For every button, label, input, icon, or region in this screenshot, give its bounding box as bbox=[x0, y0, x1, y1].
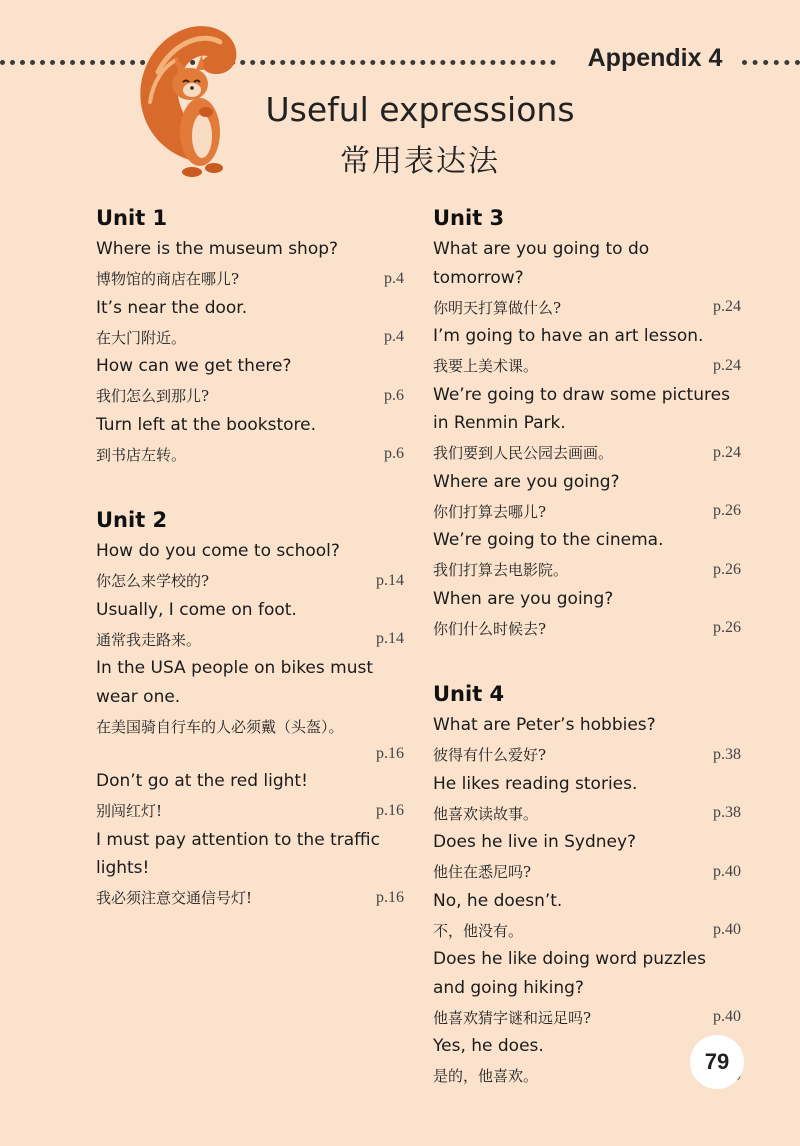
unit-3-heading: Unit 3 bbox=[433, 206, 505, 230]
expression-item bbox=[433, 770, 741, 829]
expression-item bbox=[96, 826, 404, 913]
expression-item bbox=[433, 828, 741, 887]
expression-chinese: 到书店左转。 bbox=[96, 445, 187, 464]
expression-chinese: 彼得有什么爱好? bbox=[433, 746, 547, 764]
page-reference: p.4 bbox=[384, 269, 404, 287]
expression-english: We’re going to the cinema. bbox=[433, 530, 664, 550]
page-reference: p.14 bbox=[376, 630, 404, 647]
expression-chinese: 你们什么时候去? bbox=[433, 619, 547, 638]
expression-chinese: 通常我走路来。 bbox=[96, 630, 202, 649]
title-english: Useful expressions bbox=[265, 90, 575, 129]
expression-item bbox=[433, 235, 741, 322]
expression-item bbox=[96, 767, 404, 826]
expression-item bbox=[433, 711, 741, 770]
expression-chinese: 他喜欢猜字谜和远足吗? bbox=[433, 1008, 592, 1027]
expression-chinese: 博物馆的商店在哪儿? bbox=[96, 270, 240, 288]
expression-chinese: 别闯红灯! bbox=[96, 802, 163, 820]
page-reference: p.24 bbox=[713, 356, 741, 374]
page-reference: p.38 bbox=[713, 804, 741, 821]
expression-chinese: 是的，他喜欢。 bbox=[433, 1067, 539, 1085]
expression-chinese: 在美国骑自行车的人必须戴（头盔）。 bbox=[96, 717, 344, 736]
expression-english: Turn left at the bookstore. bbox=[96, 414, 317, 435]
expression-item bbox=[433, 322, 741, 381]
expression-item bbox=[433, 468, 741, 527]
page-reference: p.26 bbox=[713, 560, 741, 578]
expression-english: I’m going to have an art lesson. bbox=[433, 326, 704, 346]
left-column bbox=[96, 205, 404, 913]
page-reference: p.16 bbox=[376, 745, 404, 762]
expression-english: Yes, he does. bbox=[433, 1036, 544, 1056]
squirrel-illustration bbox=[128, 12, 258, 192]
page-reference: p.16 bbox=[376, 801, 404, 819]
expression-item bbox=[96, 235, 404, 294]
page-reference: p.40 bbox=[713, 1008, 741, 1025]
expression-english: How can we get there? bbox=[96, 356, 292, 376]
expression-item bbox=[96, 537, 404, 596]
expression-english: When are you going? bbox=[433, 588, 614, 609]
expression-english: In the USA people on bikes must wear one. bbox=[96, 658, 374, 707]
expression-english: He likes reading stories. bbox=[433, 773, 638, 794]
page-reference: p.24 bbox=[713, 443, 741, 461]
page-number: 79 bbox=[690, 1035, 744, 1089]
expression-chinese: 你怎么来学校的? bbox=[96, 572, 210, 590]
appendix-label: Appendix 4 bbox=[587, 44, 723, 72]
expression-english: Don’t go at the red light! bbox=[96, 771, 308, 791]
expression-chinese: 我必须注意交通信号灯! bbox=[96, 889, 253, 907]
expression-chinese: 你们打算去哪儿? bbox=[433, 502, 547, 521]
dotted-rule-left bbox=[0, 60, 556, 65]
expression-english: We’re going to draw some pictures in Renmin Park. bbox=[433, 384, 730, 433]
expression-item bbox=[433, 381, 741, 468]
expression-item bbox=[433, 945, 741, 1032]
dotted-rule-right bbox=[742, 60, 800, 65]
expression-chinese: 在大门附近。 bbox=[96, 328, 187, 347]
expression-english: What are Peter’s hobbies? bbox=[433, 715, 656, 735]
unit-2-heading: Unit 2 bbox=[96, 508, 168, 532]
expression-chinese: 他住在悉尼吗? bbox=[433, 863, 532, 881]
expression-chinese: 不，他没有。 bbox=[433, 921, 524, 940]
page-reference: p.4 bbox=[384, 328, 404, 345]
expression-chinese: 我要上美术课。 bbox=[433, 357, 539, 375]
unit-4-heading: Unit 4 bbox=[433, 682, 505, 706]
expression-chinese: 我们打算去电影院。 bbox=[433, 561, 569, 579]
expression-item bbox=[96, 596, 404, 655]
expression-english: Where is the museum shop? bbox=[96, 239, 339, 259]
page-reference: p.24 bbox=[713, 298, 741, 315]
page-reference: p.6 bbox=[384, 445, 404, 462]
expression-english: Where are you going? bbox=[433, 471, 620, 492]
page-reference: p.26 bbox=[713, 502, 741, 519]
expression-chinese: 我们要到人民公园去画画。 bbox=[433, 444, 614, 462]
expression-item bbox=[433, 585, 741, 644]
expression-english: What are you going to do tomorrow? bbox=[433, 239, 650, 288]
expression-item bbox=[433, 526, 741, 585]
expression-english: Does he like doing word puzzles and going hiking? bbox=[433, 949, 706, 998]
expression-english: I must pay attention to the traffic lights! bbox=[96, 829, 380, 878]
page-reference: p.40 bbox=[713, 921, 741, 938]
expression-chinese: 你明天打算做什么? bbox=[433, 298, 562, 317]
unit-1-heading: Unit 1 bbox=[96, 206, 168, 230]
expression-english: Usually, I come on foot. bbox=[96, 599, 297, 620]
title-chinese: 常用表达法 bbox=[340, 144, 500, 179]
expression-item bbox=[433, 887, 741, 946]
page-reference: p.26 bbox=[713, 619, 741, 636]
right-column bbox=[433, 205, 741, 1091]
expression-english: How do you come to school? bbox=[96, 541, 340, 561]
expression-english: No, he doesn’t. bbox=[433, 890, 563, 911]
page-reference: p.6 bbox=[384, 386, 404, 404]
page-reference: p.40 bbox=[713, 862, 741, 880]
expression-item bbox=[96, 654, 404, 767]
page-reference: p.16 bbox=[376, 888, 404, 906]
expression-chinese: 他喜欢读故事。 bbox=[433, 804, 539, 823]
expression-english: It’s near the door. bbox=[96, 297, 248, 318]
expression-english: Does he live in Sydney? bbox=[433, 832, 637, 852]
expression-chinese: 我们怎么到那儿? bbox=[96, 387, 210, 405]
expression-item bbox=[96, 352, 404, 411]
page-reference: p.14 bbox=[376, 571, 404, 589]
expression-item bbox=[96, 294, 404, 353]
expression-item bbox=[96, 411, 404, 470]
page-reference: p.38 bbox=[713, 745, 741, 763]
